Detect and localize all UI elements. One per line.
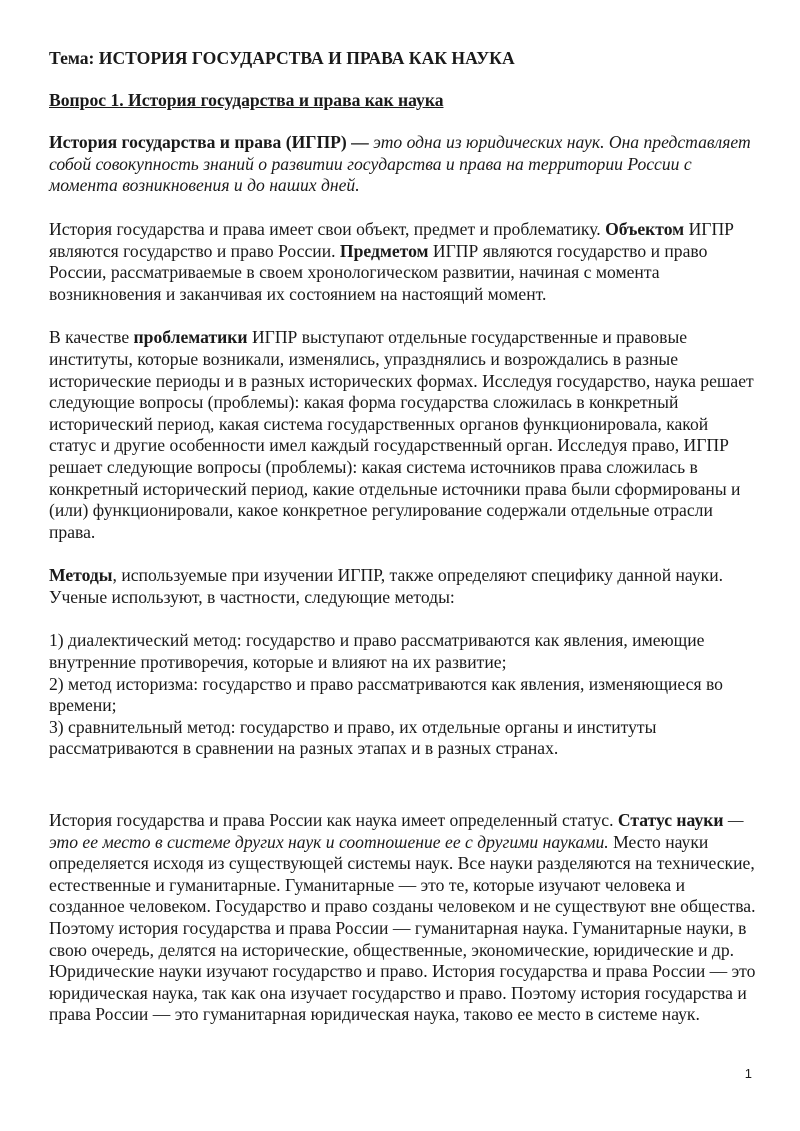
definition-paragraph	[49, 132, 757, 197]
problems-paragraph-part1: В качестве	[49, 327, 134, 348]
document-page	[49, 48, 757, 1026]
page-number: 1	[744, 1066, 752, 1081]
definition-term: История государства и права (ИГПР) —	[49, 132, 369, 153]
problems-paragraph-part2: ИГПР выступают отдельные государственные и правовые институты, которые возникали, изменялись, упразднялись и возрождались в разные исторические периоды и в разных исторических формах. Исследуя государство, наука решает следующие вопросы (проблемы): какая форма государства сложилась в конкретный исторический период, какая система государственных органов функционировала, какой статус и другие особенности имел каждый государственный орган. Исследуя право, ИГПР решает следующие вопросы (проблемы): какая система источников права сложилась в конкретный исторический период, какие отдельные источники права были сформированы и (или) функционировали, какое конкретное регулирование содержали отдельные отрасли права.	[49, 327, 754, 542]
status-definition: — это ее место в системе других наук и соотношение ее с другими науками.	[49, 810, 744, 852]
method-item-historism: 2) метод историзма: государство и право рассматриваются как явления, изменяющиеся во времени;	[49, 673, 723, 716]
question-heading: Вопрос 1. История государства и права как наука	[49, 89, 444, 110]
object-paragraph-part1: История государства и права имеет свои объект, предмет и проблематику.	[49, 218, 606, 239]
definition-text: это одна из юридических наук. Она представляет собой совокупность знаний о развитии государства и права на территории России с момента возникновения и до наших дней.	[49, 132, 751, 196]
subject-term: Предметом	[339, 240, 429, 261]
status-paragraph-part1: История государства и права России как наука имеет определенный статус.	[49, 810, 618, 831]
methods-paragraph	[49, 565, 757, 608]
status-paragraph	[49, 810, 757, 1026]
methods-list	[49, 630, 757, 760]
methods-term: Методы	[49, 565, 113, 586]
problems-term: проблематики	[133, 327, 248, 348]
method-item-comparative: 3) сравнительный метод: государство и право, их отдельные органы и институты рассматриваются в сравнении на разных этапах и в разных странах.	[49, 716, 657, 759]
status-term: Статус науки	[617, 810, 724, 831]
problems-paragraph	[49, 327, 757, 543]
object-term: Объектом	[605, 218, 685, 239]
status-paragraph-part2: Место науки определяется исходя из существующей системы наук. Все науки разделяются на технические, естественные и гуманитарные. Гуманитарные — это те, которые изучают человека и созданное человеком. Государство и право созданы человеком и не существуют вне общества. Поэтому история государства и права России — гуманитарная наука. Гуманитарные науки, в свою очередь, делятся на исторические, общественные, экономические, юридические и др. Юридические науки изучают государство и право. История государства и права России — это юридическая наука, так как она изучает государство и право. Поэтому история государства и права России — это гуманитарная юридическая наука, таково ее место в системе наук.	[49, 831, 756, 1025]
topic-heading: Тема: ИСТОРИЯ ГОСУДАРСТВА И ПРАВА КАК НАУКА	[49, 48, 515, 68]
methods-text: , используемые при изучении ИГПР, также определяют специфику данной науки. Ученые используют, в частности, следующие методы:	[49, 565, 724, 607]
object-subject-paragraph	[49, 219, 757, 305]
method-item-dialectical: 1) диалектический метод: государство и право рассматриваются как явления, имеющие внутренние противоречия, которые и влияют на их развитие;	[49, 630, 705, 673]
object-paragraph-part3: ИГПР являются государство и право России, рассматриваемые в своем хронологическом развитии, начиная с момента возникновения и заканчивая их состоянием на настоящий момент.	[49, 240, 708, 304]
object-paragraph-part2: ИГПР являются государство и право России.	[49, 218, 734, 261]
